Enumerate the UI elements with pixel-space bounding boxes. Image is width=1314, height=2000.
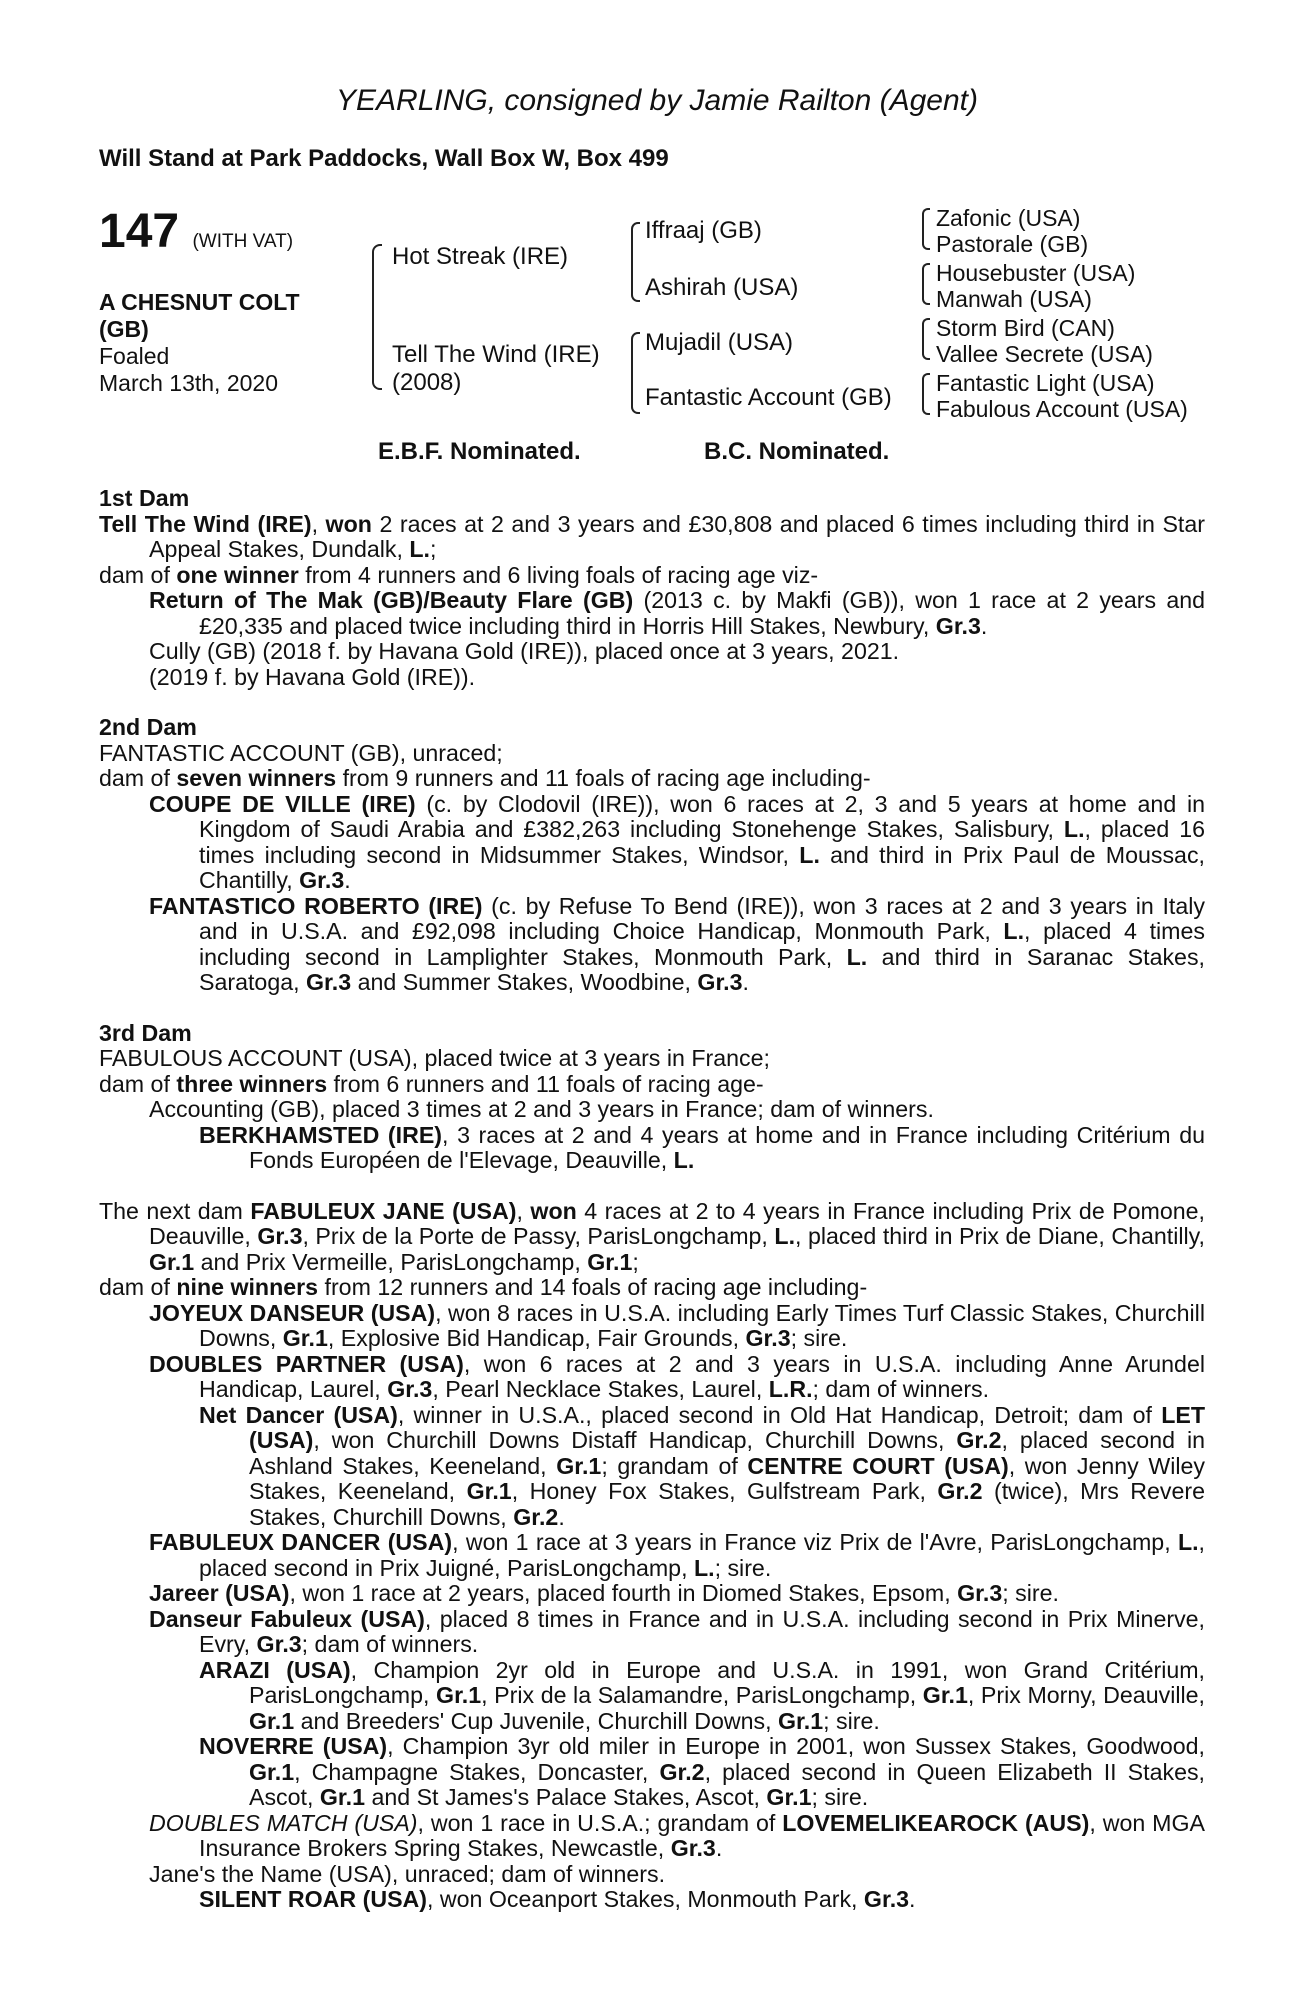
second-dam-winner-2: FANTASTICO ROBERTO (IRE) (c. by Refuse To Bend (IRE)), won 3 races at 2 and 3 years in Italy and in U.S.A. and £92,098 including Choice Handicap, Monmouth Park, L., placed 4 times including second in Lamplighter Stakes, Monmouth Park, L. and third in Saranac Stakes, Saratoga, Gr.3 and Summer Stakes, Woodbine, Gr.3. (149, 892, 1206, 995)
fourth-dam-winner-3: FABULEUX DANCER (USA), won 1 race at 3 years in France viz Prix de l'Avre, ParisLongchamp, L., placed second in Prix Juigné, ParisLongchamp, L.; sire. (149, 1529, 1205, 1581)
third-dam-record: FABULOUS ACCOUNT (USA), placed twice at 3 years in France; (99, 1045, 770, 1071)
sire-dam: Ashirah (USA) (645, 274, 799, 301)
fourth-dam-foal-6: DOUBLES MATCH (USA), won 1 race in U.S.A.; grandam of LOVEMELIKEAROCK (AUS), won MGA Insurance Brokers Spring Stakes, Newcastle, Gr.3. (149, 1809, 1205, 1861)
foaled-label: Foaled (99, 343, 170, 369)
lot-number (99, 205, 293, 269)
first-dam-foal-1: Return of The Mak (GB)/Beauty Flare (GB) (2013 c. by Makfi (GB)), won 1 race at 2 years and £20,335 and placed twice including third in Horris Hill Stakes, Newbury, Gr.3. (149, 587, 1206, 639)
first-dam-produce-summary: dam of one winner from 4 runners and 6 living foals of racing age viz- (99, 561, 819, 588)
gen3-7: Fantastic Light (USA) (936, 370, 1155, 396)
fourth-dam-winner-5: Danseur Fabuleux (USA), placed 8 times in France and in U.S.A. including second in Prix Minerve, Evry, Gr.3; dam of winners. (149, 1605, 1205, 1657)
first-dam-record: Tell The Wind (IRE), won 2 races at 2 and 3 years and £30,808 and placed 6 times including third in Star Appeal Stakes, Dundalk, L.; (99, 510, 1205, 562)
dam-dam: Fantastic Account (GB) (645, 384, 892, 411)
vat-label: (WITH VAT) (192, 231, 294, 252)
gen3-3: Housebuster (USA) (936, 260, 1136, 286)
third-dam-foal-1: Accounting (GB), placed 3 times at 2 and 3 years in France; dam of winners. (149, 1096, 934, 1122)
pedigree-brace-g3-4 (922, 373, 930, 415)
horse-origin: (GB) (99, 316, 149, 342)
gen3-8: Fabulous Account (USA) (936, 396, 1188, 422)
second-dam-record: FANTASTIC ACCOUNT (GB), unraced; (99, 739, 503, 766)
page-title: YEARLING, consigned by Jamie Railton (Agent) (336, 84, 978, 117)
pedigree-brace-g3-2 (922, 263, 930, 305)
first-dam-heading: 1st Dam (99, 485, 190, 511)
catalogue-body (99, 486, 1205, 1913)
fourth-dam-winner-4: Jareer (USA), won 1 race at 2 years, placed fourth in Diomed Stakes, Epsom, Gr.3; sire. (149, 1580, 1059, 1606)
foaled-date: March 13th, 2020 (99, 370, 279, 396)
first-dam-foal-2: Cully (GB) (2018 f. by Havana Gold (IRE)), placed once at 3 years, 2021. (149, 638, 900, 664)
fourth-dam-produce-summary: dam of nine winners from 12 runners and 14 foals of racing age including- (99, 1274, 868, 1300)
gen3-2: Pastorale (GB) (936, 231, 1089, 257)
fourth-dam-record: The next dam FABULEUX JANE (USA), won 4 races at 2 to 4 years in France including Prix de Pomone, Deauville, Gr.3, Prix de la Porte de Passy, ParisLongchamp, L., placed third in Prix de Diane, Chantilly, Gr.1 and Prix Vermeille, ParisLongchamp, Gr.1; (99, 1197, 1205, 1275)
sire-sire: Iffraaj (GB) (645, 217, 762, 244)
pedigree-brace-dam (631, 332, 640, 414)
stand-location: Will Stand at Park Paddocks, Wall Box W, Box 499 (99, 145, 669, 172)
pedigree-brace-sire (631, 222, 640, 302)
bc-nominated: B.C. Nominated. (704, 438, 890, 465)
dam-sire: Mujadil (USA) (645, 329, 794, 356)
second-dam-heading: 2nd Dam (99, 714, 197, 740)
pedigree-brace-g3-3 (922, 318, 930, 360)
sire-name: Hot Streak (IRE) (392, 243, 569, 270)
pedigree-brace-gen1 (372, 244, 382, 390)
dam-year: (2008) (392, 369, 462, 396)
third-dam-produce-summary: dam of three winners from 6 runners and 11 foals of racing age- (99, 1070, 764, 1097)
second-dam-winner-1: COUPE DE VILLE (IRE) (c. by Clodovil (IRE)), won 6 races at 2, 3 and 5 years at home and in Kingdom of Saudi Arabia and £382,263 including Stonehenge Stakes, Salisbury, L., placed 16 times including second in Midsummer Stakes, Windsor, L. and third in Prix Paul de Moussac, Chantilly, Gr.3. (149, 790, 1205, 893)
third-dam-grandfoal-1: BERKHAMSTED (IRE), 3 races at 2 and 4 years at home and in France including Critérium du Fonds Européen de l'Elevage, Deauville, L. (199, 1121, 1206, 1173)
horse-description: A CHESNUT COLT (99, 289, 300, 315)
fourth-dam-grandfoal-2: ARAZI (USA), Champion 2yr old in Europe and U.S.A. in 1991, won Grand Critérium, ParisLongchamp, Gr.1, Prix de la Salamandre, ParisLongchamp, Gr.1, Prix Morny, Deauville, Gr.1 and Breeders' Cup Juvenile, Churchill Downs, Gr.1; sire. (199, 1656, 1205, 1734)
fourth-dam-winner-2: DOUBLES PARTNER (USA), won 6 races at 2 and 3 years in U.S.A. including Anne Arundel Handicap, Laurel, Gr.3, Pearl Necklace Stakes, Laurel, L.R.; dam of winners. (149, 1350, 1206, 1402)
fourth-dam-grandfoal-4: SILENT ROAR (USA), won Oceanport Stakes, Monmouth Park, Gr.3. (199, 1886, 916, 1912)
third-dam-heading: 3rd Dam (99, 1019, 192, 1046)
lot-number-value: 147 (99, 205, 180, 258)
fourth-dam-winner-1: JOYEUX DANSEUR (USA), won 8 races in U.S.A. including Early Times Turf Classic Stakes, Churchill Downs, Gr.1, Explosive Bid Handicap, Fair Grounds, Gr.3; sire. (149, 1299, 1205, 1351)
fourth-dam-grandfoal-3: NOVERRE (USA), Champion 3yr old miler in Europe in 2001, won Sussex Stakes, Goodwood, Gr.1, Champagne Stakes, Doncaster, Gr.2, placed second in Queen Elizabeth II Stakes, Ascot, Gr.1 and St James's Palace Stakes, Ascot, Gr.1; sire. (199, 1733, 1206, 1810)
fourth-dam-foal-7: Jane's the Name (USA), unraced; dam of winners. (149, 1860, 666, 1887)
ebf-nominated: E.B.F. Nominated. (378, 438, 581, 465)
second-dam-produce-summary: dam of seven winners from 9 runners and 11 foals of racing age including- (99, 765, 871, 791)
gen3-5: Storm Bird (CAN) (936, 315, 1115, 341)
gen3-4: Manwah (USA) (936, 286, 1092, 312)
dam-name: Tell The Wind (IRE) (392, 341, 600, 368)
first-dam-foal-3: (2019 f. by Havana Gold (IRE)). (149, 663, 476, 690)
pedigree-brace-g3-1 (922, 208, 930, 250)
gen3-1: Zafonic (USA) (936, 205, 1081, 231)
fourth-dam-grandfoal-1: Net Dancer (USA), winner in U.S.A., placed second in Old Hat Handicap, Detroit; dam of LET (USA), won Churchill Downs Distaff Handicap, Churchill Downs, Gr.2, placed second in Ashland Stakes, Keeneland, Gr.1; grandam of CENTRE COURT (USA), won Jenny Wiley Stakes, Keeneland, Gr.1, Honey Fox Stakes, Gulfstream Park, Gr.2 (twice), Mrs Revere Stakes, Churchill Downs, Gr.2. (199, 1401, 1205, 1530)
gen3-6: Vallee Secrete (USA) (936, 341, 1153, 367)
